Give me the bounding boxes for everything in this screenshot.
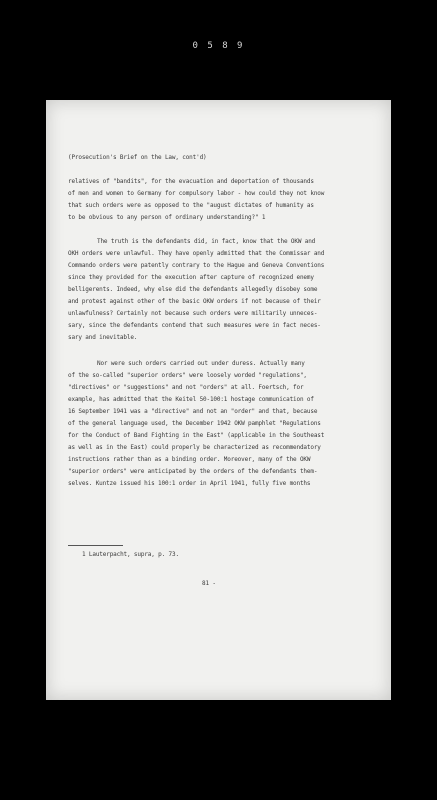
body-line: and protest against other of the basic OKW orders if not because of their — [68, 298, 321, 305]
body-line: that such orders were as opposed to the "august dictates of humanity as — [68, 202, 314, 209]
page-number: 81 - — [202, 580, 216, 587]
section-heading: (Prosecution's Brief on the Law, cont'd) — [68, 154, 207, 161]
body-line: instructions rather than as a binding order. Moreover, many of the OKW — [68, 456, 311, 463]
body-line: belligerents. Indeed, why else did the defendants allegedly disobey some — [68, 286, 318, 293]
body-line: relatives of "bandits", for the evacuation and deportation of thousands — [68, 178, 314, 185]
body-line: of men and women to Germany for compulsory labor - how could they not know — [68, 190, 325, 197]
body-line: since they provided for the execution after capture of recognized enemy — [68, 274, 314, 281]
body-line: 16 September 1941 was a "directive" and not an "order" and that, because — [68, 408, 318, 415]
body-line: Commando orders were patently contrary to the Hague and Geneva Conventions — [68, 262, 325, 269]
film-frame-number: 0 5 8 9 — [192, 41, 245, 51]
body-line: The truth is the defendants did, in fact, know that the OKW and — [97, 238, 316, 245]
document-page — [46, 100, 391, 700]
body-line: for the Conduct of Band Fighting in the East" (applicable in the Southeast — [68, 432, 325, 439]
body-line: of the general language used, the December 1942 OKW pamphlet "Regulations — [68, 420, 321, 427]
body-line: OKH orders were unlawful. They have openly admitted that the Commissar and — [68, 250, 325, 257]
body-line: "directives" or "suggestions" and not "orders" at all. Foertsch, for — [68, 384, 304, 391]
body-line: Nor were such orders carried out under duress. Actually many — [97, 360, 305, 367]
body-line: as well as in the East) could properly be characterized as recommendatory — [68, 444, 321, 451]
body-line: selves. Kuntze issued his 100:1 order in April 1941, fully five months — [68, 480, 311, 487]
body-line: sary, since the defendants contend that such measures were in fact neces- — [68, 322, 321, 329]
body-line: example, has admitted that the Keitel 50-100:1 hostage communication of — [68, 396, 314, 403]
body-line: to be obvious to any person of ordinary understanding?" 1 — [68, 214, 266, 221]
footnote: 1 Lauterpacht, supra, p. 73. — [82, 551, 179, 558]
footnote-rule — [68, 545, 123, 546]
body-line: of the so-called "superior orders" were loosely worded "regulations", — [68, 372, 307, 379]
body-line: sary and inevitable. — [68, 334, 138, 341]
body-line: unlawfulness? Certainly not because such orders were militarily unneces- — [68, 310, 318, 317]
body-line: "superior orders" were anticipated by the orders of the defendants them- — [68, 468, 318, 475]
